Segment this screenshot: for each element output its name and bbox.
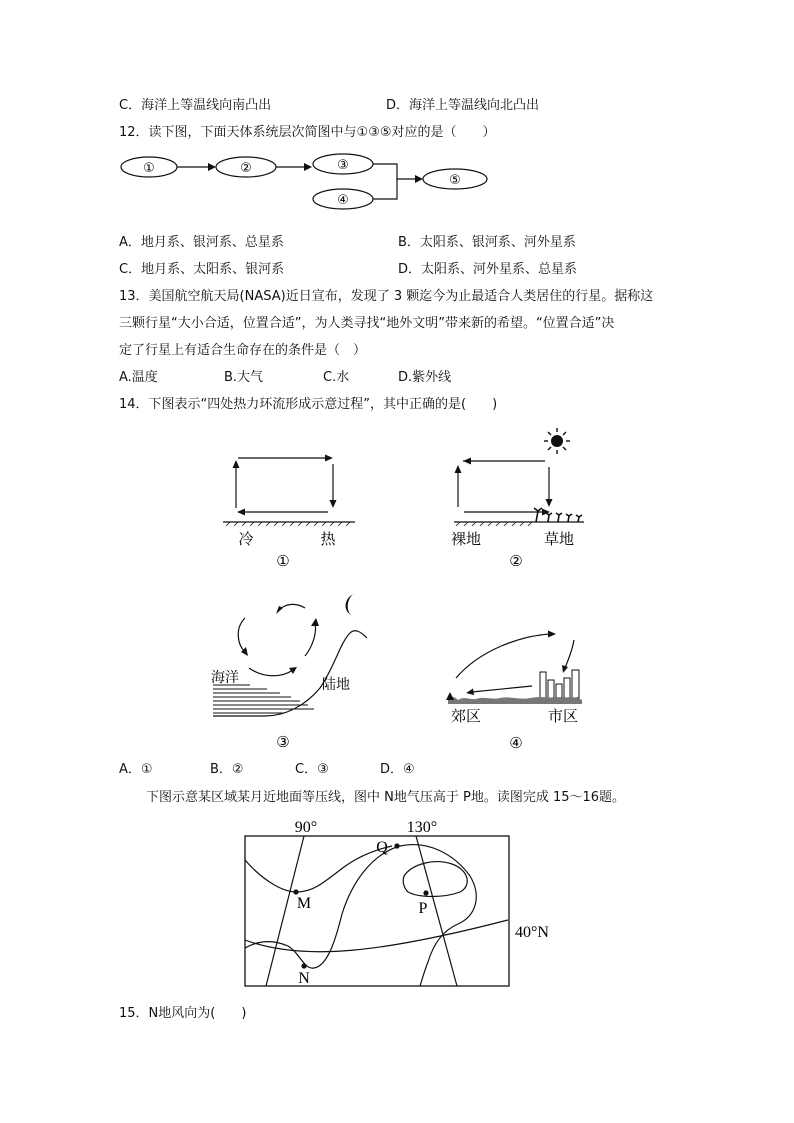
isobar-map	[244, 812, 564, 992]
q12-option-b: B．太阳系、银河系、河外星系	[398, 235, 576, 250]
q13-option-a: A.温度	[119, 370, 158, 385]
q12-option-c: C．地月系、太阳系、银河系	[119, 262, 285, 277]
node-5-label: ⑤	[449, 173, 461, 188]
q15-intro: 下图示意某区域某月近地面等压线，图中 N地气压高于 P地。读图完成 15～16题。	[146, 790, 626, 805]
fig3-ocean-label: 海洋	[211, 670, 239, 686]
point-m-label: M	[296, 895, 312, 912]
q13-stem-line2: 三颗行星“大小合适，位置合适”，为人类寻找“地外文明”带来新的希望。“位置合适”决	[119, 316, 615, 331]
point-p-label: P	[418, 900, 428, 917]
point-n-label: N	[298, 970, 310, 987]
fig1-number: ①	[276, 552, 290, 570]
lon-130-label: 130°	[406, 819, 438, 836]
fig2-bare-label: 裸地	[450, 530, 482, 548]
q12-stem: 12．读下图，下面天体系统层次简图中与①③⑤对应的是（ ）	[119, 125, 496, 140]
fig2-grass-label: 草地	[543, 530, 575, 548]
q13-option-b: B.大气	[224, 370, 264, 385]
fig2-number: ②	[509, 552, 523, 570]
fig4-city-label: 市区	[547, 707, 579, 725]
celestial-system-diagram	[115, 148, 505, 218]
circulation-figure-4	[440, 628, 590, 753]
fig4-suburb-label: 郊区	[450, 707, 482, 725]
lat-40n-label: 40°N	[515, 924, 549, 941]
circulation-figure-3	[205, 588, 380, 753]
node-1-label: ①	[143, 161, 155, 176]
fig1-hot-label: 热	[320, 530, 336, 548]
q11-option-c: C．海洋上等温线向南凸出	[119, 98, 272, 113]
grass-icon	[534, 508, 582, 522]
fig3-land-label: 陆地	[322, 677, 350, 693]
node-3-label: ③	[337, 158, 349, 173]
q14-option-c: C．③	[295, 762, 329, 777]
circulation-figure-2	[448, 425, 598, 570]
q13-stem-line1: 13．美国航空航天局(NASA)近日宣布，发现了 3 颗迄今为止最适合人类居住的行星。据称这	[119, 289, 654, 304]
q14-stem: 14．下图表示“四处热力环流形成示意过程”，其中正确的是( )	[119, 397, 498, 412]
q14-option-d: D．④	[380, 762, 415, 777]
q12-option-d: D．太阳系、河外星系、总星系	[398, 262, 578, 277]
circulation-figure-1	[220, 450, 370, 570]
moon-icon	[346, 594, 354, 616]
city-buildings-icon	[540, 670, 579, 698]
q14-option-a: A．①	[119, 762, 153, 777]
node-4-label: ④	[337, 193, 349, 208]
node-2-label: ②	[240, 161, 252, 176]
fig3-number: ③	[276, 733, 290, 751]
fig1-cold-label: 冷	[238, 530, 254, 548]
q15-stem: 15．N地风向为( )	[119, 1006, 247, 1021]
q12-option-a: A．地月系、银河系、总星系	[119, 235, 284, 250]
lon-90-label: 90°	[294, 819, 318, 836]
sun-icon	[544, 428, 570, 454]
q13-stem-line3: 定了行星上有适合生命存在的条件是（ ）	[119, 343, 367, 358]
q14-option-b: B．②	[210, 762, 244, 777]
q13-option-d: D.紫外线	[398, 370, 452, 385]
q13-option-c: C.水	[323, 370, 350, 385]
q11-option-d: D．海洋上等温线向北凸出	[386, 98, 540, 113]
point-q-label: Q	[376, 839, 388, 856]
fig4-number: ④	[509, 734, 523, 752]
